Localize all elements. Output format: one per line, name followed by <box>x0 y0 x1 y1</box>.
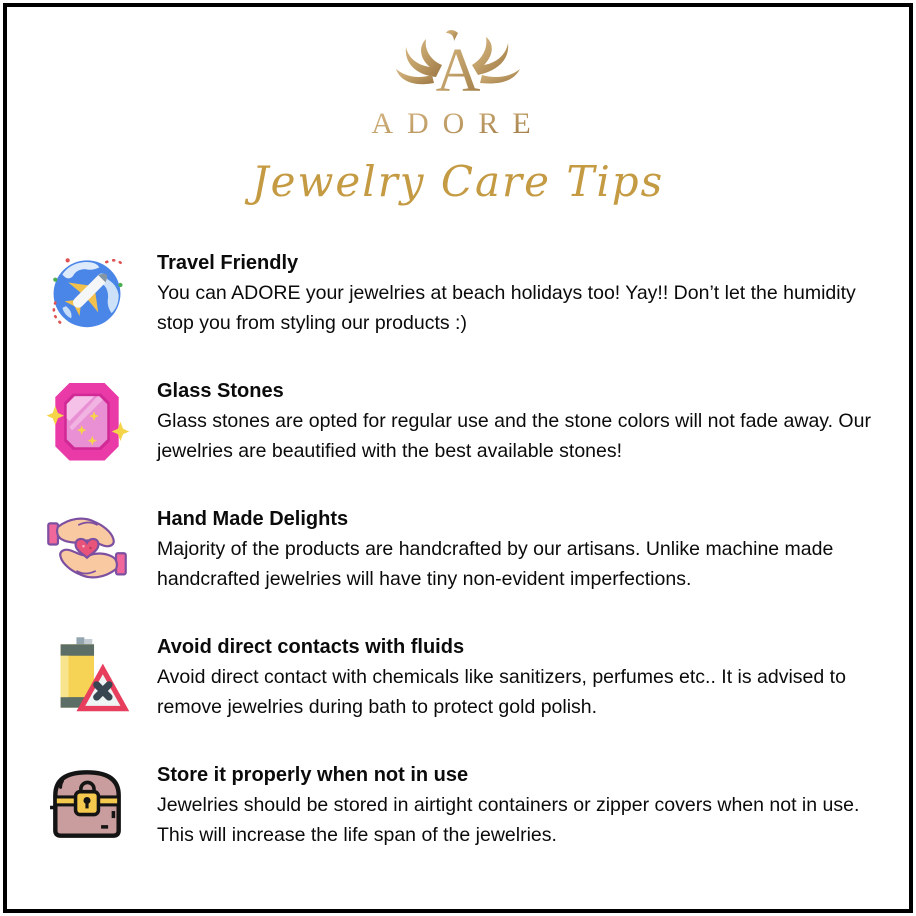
brand-name: ADORE <box>371 107 545 140</box>
tip-hand-made-delights <box>41 504 873 594</box>
chemical-bottle-warning-icon <box>41 632 133 722</box>
tip-body: Avoid direct contact with chemicals like sanitizers, perfumes etc.. It is advised to remove jewelries during bath to protect gold polish. <box>157 666 846 718</box>
tips-list <box>7 248 909 850</box>
brand-header <box>7 7 909 206</box>
tip-title: Glass Stones <box>157 380 284 402</box>
globe-airplane-icon <box>41 248 133 338</box>
tip-travel-friendly <box>41 248 873 338</box>
pink-gemstone-icon <box>41 376 133 466</box>
tip-avoid-fluids <box>41 632 873 722</box>
adore-logo <box>308 25 608 147</box>
tip-glass-stones <box>41 376 873 466</box>
page-title: Jewelry Care Tips <box>251 157 665 206</box>
svg-text:A: A <box>435 37 481 105</box>
tip-title: Avoid direct contacts with fluids <box>157 636 465 658</box>
tip-title: Hand Made Delights <box>157 508 349 530</box>
treasure-chest-icon <box>41 760 133 850</box>
tip-body: Glass stones are opted for regular use and the stone colors will not fade away. Our jewelries are beautified with the best available stones! <box>157 410 871 462</box>
tip-title: Travel Friendly <box>157 252 299 274</box>
jewelry-care-sheet <box>3 3 913 913</box>
hands-heart-icon <box>41 504 133 594</box>
tip-store-properly <box>41 760 873 850</box>
tip-title: Store it properly when not in use <box>157 764 469 786</box>
tip-body: You can ADORE your jewelries at beach holidays too! Yay!! Don’t let the humidity stop you from styling our products :) <box>157 282 856 334</box>
tip-body: Majority of the products are handcrafted by our artisans. Unlike machine made handcrafted jewelries will have tiny non-evident imperfections. <box>157 538 834 590</box>
tip-body: Jewelries should be stored in airtight containers or zipper covers when not in use. This will increase the life span of the jewelries. <box>157 794 860 846</box>
ornate-letter-a-flourish-icon <box>396 30 520 105</box>
